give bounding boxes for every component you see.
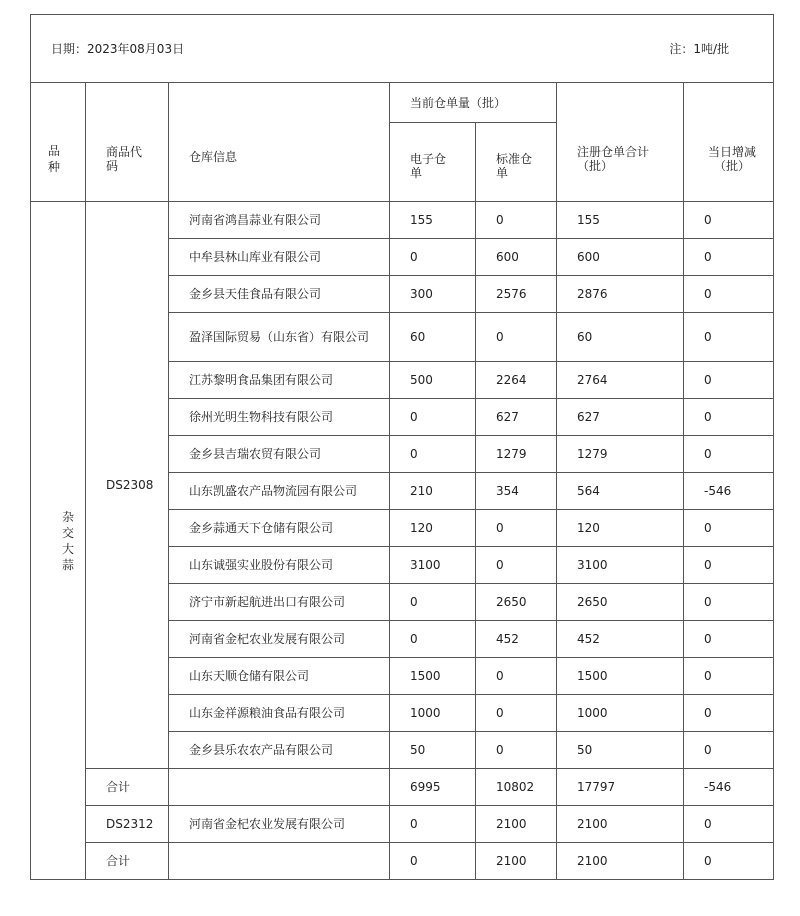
total-cell: 60 [557, 313, 684, 362]
header-variety: 品种 [31, 83, 86, 202]
standard-cell: 0 [476, 313, 557, 362]
total-cell: 2650 [557, 584, 684, 621]
warehouse-cell: 山东凯盛农产品物流园有限公司 [169, 473, 390, 510]
standard-cell: 627 [476, 399, 557, 436]
standard-cell: 452 [476, 621, 557, 658]
subtotal-row [31, 843, 774, 880]
warehouse-cell: 山东天顺仓储有限公司 [169, 658, 390, 695]
change-cell: 0 [684, 362, 774, 399]
warehouse-cell: 金乡县天佳食品有限公司 [169, 276, 390, 313]
standard-cell: 0 [476, 547, 557, 584]
electronic-cell: 1000 [390, 695, 476, 732]
warehouse-cell: 济宁市新起航进出口有限公司 [169, 584, 390, 621]
total-cell: 564 [557, 473, 684, 510]
warehouse-cell: 河南省鸿昌蒜业有限公司 [169, 202, 390, 239]
change-cell: 0 [684, 547, 774, 584]
standard-cell: 2576 [476, 276, 557, 313]
table-row [31, 202, 774, 239]
unit-note: 注：1吨/批 [669, 41, 730, 56]
header-standard: 标准仓单 [476, 123, 557, 202]
electronic-cell: 120 [390, 510, 476, 547]
product-code-cell: DS2308 [86, 202, 169, 769]
standard-cell: 2100 [476, 806, 557, 843]
warehouse-cell: 金乡县乐农农产品有限公司 [169, 732, 390, 769]
change-cell: 0 [684, 313, 774, 362]
subtotal-electronic: 0 [390, 843, 476, 880]
header-current: 当前仓单量（批） [390, 83, 557, 123]
header-total: 注册仓单合计（批） [557, 83, 684, 202]
standard-cell: 1279 [476, 436, 557, 473]
total-cell: 600 [557, 239, 684, 276]
total-cell: 3100 [557, 547, 684, 584]
standard-cell: 0 [476, 695, 557, 732]
change-cell: 0 [684, 732, 774, 769]
subtotal-total: 17797 [557, 769, 684, 806]
warehouse-cell: 江苏黎明食品集团有限公司 [169, 362, 390, 399]
change-cell: 0 [684, 658, 774, 695]
subtotal-row [31, 769, 774, 806]
total-cell: 2764 [557, 362, 684, 399]
change-cell: 0 [684, 695, 774, 732]
change-cell: 0 [684, 399, 774, 436]
warehouse-cell: 徐州光明生物科技有限公司 [169, 399, 390, 436]
standard-cell: 0 [476, 658, 557, 695]
change-cell: 0 [684, 239, 774, 276]
change-cell: 0 [684, 510, 774, 547]
electronic-cell: 1500 [390, 658, 476, 695]
variety-cell: 杂交大蒜 [31, 202, 86, 880]
total-cell: 2100 [557, 806, 684, 843]
electronic-cell: 0 [390, 621, 476, 658]
change-cell: 0 [684, 436, 774, 473]
subtotal-label: 合计 [86, 843, 169, 880]
header-electronic: 电子仓单 [390, 123, 476, 202]
electronic-cell: 155 [390, 202, 476, 239]
standard-cell: 0 [476, 202, 557, 239]
electronic-cell: 0 [390, 584, 476, 621]
header-change: 当日增减（批） [684, 83, 774, 202]
header-code: 商品代码 [86, 83, 169, 202]
electronic-cell: 50 [390, 732, 476, 769]
warehouse-receipt-table [30, 14, 774, 880]
change-cell: 0 [684, 621, 774, 658]
subtotal-total: 2100 [557, 843, 684, 880]
electronic-cell: 0 [390, 806, 476, 843]
warehouse-cell: 山东诚强实业股份有限公司 [169, 547, 390, 584]
standard-cell: 2264 [476, 362, 557, 399]
header-warehouse: 仓库信息 [169, 83, 390, 202]
warehouse-cell: 中牟县林山库业有限公司 [169, 239, 390, 276]
subtotal-change: -546 [684, 769, 774, 806]
warehouse-cell: 河南省金杞农业发展有限公司 [169, 806, 390, 843]
subtotal-warehouse-empty [169, 769, 390, 806]
electronic-cell: 3100 [390, 547, 476, 584]
warehouse-cell: 金乡蒜通天下仓储有限公司 [169, 510, 390, 547]
warehouse-cell: 河南省金杞农业发展有限公司 [169, 621, 390, 658]
total-cell: 1000 [557, 695, 684, 732]
change-cell: 0 [684, 584, 774, 621]
meta-row [31, 15, 774, 83]
electronic-cell: 0 [390, 399, 476, 436]
warehouse-cell: 盈泽国际贸易（山东省）有限公司 [169, 313, 390, 362]
change-cell: 0 [684, 276, 774, 313]
product-code-cell: DS2312 [86, 806, 169, 843]
subtotal-standard: 2100 [476, 843, 557, 880]
subtotal-change: 0 [684, 843, 774, 880]
subtotal-label: 合计 [86, 769, 169, 806]
subtotal-electronic: 6995 [390, 769, 476, 806]
change-cell: 0 [684, 806, 774, 843]
total-cell: 155 [557, 202, 684, 239]
electronic-cell: 300 [390, 276, 476, 313]
electronic-cell: 210 [390, 473, 476, 510]
total-cell: 1279 [557, 436, 684, 473]
subtotal-standard: 10802 [476, 769, 557, 806]
warehouse-cell: 金乡县吉瑞农贸有限公司 [169, 436, 390, 473]
electronic-cell: 500 [390, 362, 476, 399]
total-cell: 452 [557, 621, 684, 658]
total-cell: 2876 [557, 276, 684, 313]
change-cell: 0 [684, 202, 774, 239]
subtotal-warehouse-empty [169, 843, 390, 880]
total-cell: 1500 [557, 658, 684, 695]
total-cell: 120 [557, 510, 684, 547]
standard-cell: 600 [476, 239, 557, 276]
warehouse-cell: 山东金祥源粮油食品有限公司 [169, 695, 390, 732]
table-row [31, 806, 774, 843]
standard-cell: 2650 [476, 584, 557, 621]
total-cell: 627 [557, 399, 684, 436]
report-date: 日期：2023年08月03日 [51, 41, 185, 56]
electronic-cell: 60 [390, 313, 476, 362]
total-cell: 50 [557, 732, 684, 769]
change-cell: -546 [684, 473, 774, 510]
standard-cell: 354 [476, 473, 557, 510]
electronic-cell: 0 [390, 239, 476, 276]
standard-cell: 0 [476, 732, 557, 769]
standard-cell: 0 [476, 510, 557, 547]
electronic-cell: 0 [390, 436, 476, 473]
